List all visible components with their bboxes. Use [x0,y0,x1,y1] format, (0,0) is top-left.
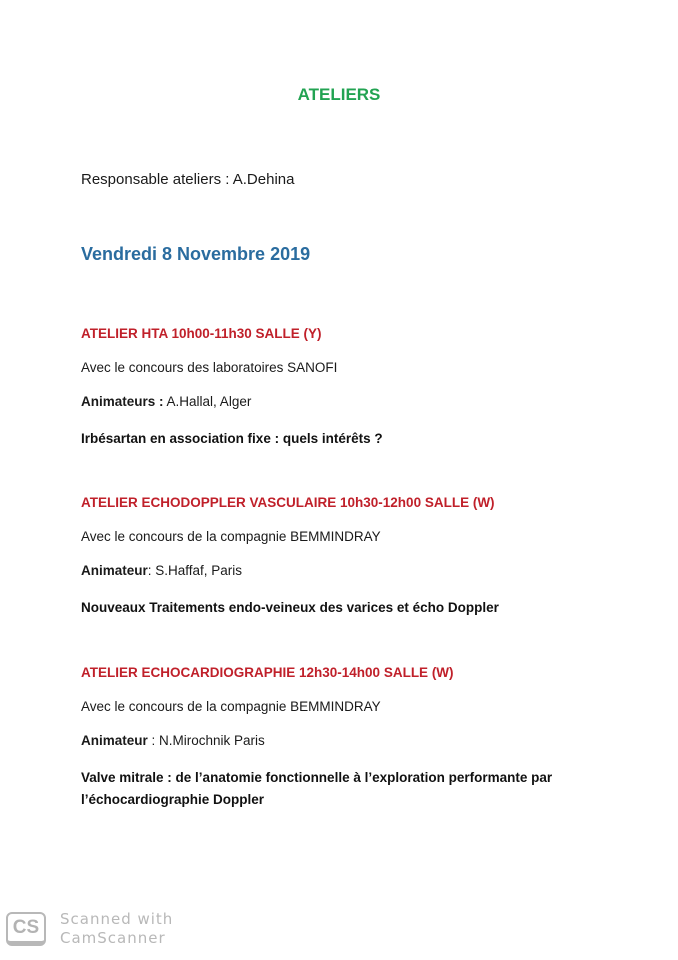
workshop-echocardiographie [81,665,641,811]
workshop-sponsor: Avec le concours des laboratoires SANOFI [81,360,338,375]
animator-label: Animateur [81,733,148,748]
animator-label: Animateurs : [81,394,164,409]
workshop-topic: Irbésartan en association fixe : quels intérêts ? [81,431,383,446]
workshop-heading: ATELIER ECHODOPPLER VASCULAIRE 10h30-12h00 SALLE (W) [81,495,495,510]
animator-value: : N.Mirochnik Paris [147,733,265,748]
workshop-hta [81,326,641,450]
camscanner-watermark [6,910,173,948]
page-title: ATELIERS [297,85,381,104]
date-heading: Vendredi 8 Novembre 2019 [81,244,311,264]
animator-value: : S.Haffaf, Paris [147,563,243,578]
responsible-line: Responsable ateliers : A.Dehina [81,171,295,188]
workshop-sponsor: Avec le concours de la compagnie BEMMINDRAY [81,529,381,544]
watermark-line1: Scanned with [60,910,174,928]
workshop-heading: ATELIER HTA 10h00-11h30 SALLE (Y) [81,326,322,341]
workshop-animator [81,563,641,597]
workshop-animator [81,394,641,428]
watermark-line2: CamScanner [60,929,166,947]
workshop-heading: ATELIER ECHOCARDIOGRAPHIE 12h30-14h00 SALLE (W) [81,665,454,680]
workshop-echodoppler [81,495,641,619]
workshop-sponsor: Avec le concours de la compagnie BEMMINDRAY [81,699,381,714]
workshop-animator [81,733,641,767]
workshop-topic: Nouveaux Traitements endo-veineux des varices et écho Doppler [81,600,499,615]
camscanner-logo-icon: CS [6,912,46,946]
animator-value: A.Hallal, Alger [163,394,252,409]
workshop-topic: Valve mitrale : de l’anatomie fonctionnelle à l’exploration performante par l’échocardiographie Doppler [81,770,553,807]
watermark-text [60,910,173,948]
animator-label: Animateur [81,563,148,578]
